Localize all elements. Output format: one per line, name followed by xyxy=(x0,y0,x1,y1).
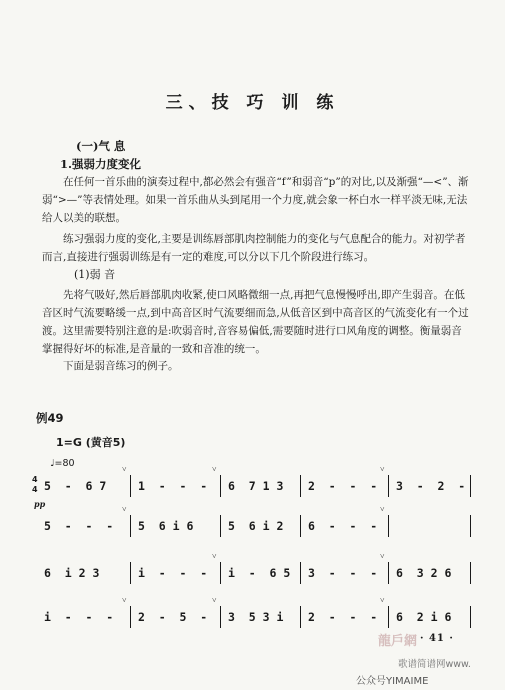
watermark-site: 公众号YIMAIME xyxy=(356,676,429,687)
measure: 5 6 i 6 xyxy=(138,519,194,533)
measure: 3 5 3 i xyxy=(228,610,284,624)
bar-line xyxy=(220,606,221,628)
measure: 6 - - - xyxy=(308,519,378,533)
breath-mark-icon: ˅ xyxy=(212,552,217,561)
breath-mark-icon: ˅ xyxy=(122,505,127,514)
sub-heading-weak-tone: (1)弱 音 xyxy=(74,268,116,281)
example-label: 例49 xyxy=(36,411,64,425)
measure: 3 - 2 - xyxy=(396,479,466,493)
bar-line xyxy=(300,475,301,497)
breath-mark-icon: ˅ xyxy=(212,596,217,605)
measure: 6 7 1 3 xyxy=(228,479,284,493)
time-signature: 4 4 xyxy=(32,475,38,494)
tempo-marking: ♩=80 xyxy=(50,458,75,469)
bar-line xyxy=(470,606,471,628)
notation-row-1 xyxy=(30,465,475,509)
watermark-logo: 龍戶網 xyxy=(378,634,418,649)
bar-line xyxy=(220,475,221,497)
breath-mark-icon: ˅ xyxy=(380,552,385,561)
bar-line xyxy=(130,475,131,497)
bar-line xyxy=(300,606,301,628)
bar-line xyxy=(130,606,131,628)
measure: 3 - - - xyxy=(308,566,378,580)
notation-row-2 xyxy=(30,505,475,541)
bar-line xyxy=(388,475,389,497)
bar-line xyxy=(220,562,221,584)
key-signature: 1=G (黄音5) xyxy=(56,436,126,449)
bar-line xyxy=(470,475,471,497)
bar-line xyxy=(300,562,301,584)
measure: 6 3 2 6 xyxy=(396,566,452,580)
measure: i - 6 5 xyxy=(228,566,291,580)
measure: 1 - - - xyxy=(138,479,208,493)
breath-mark-icon: ˅ xyxy=(122,465,127,474)
paragraph-3: 先将气吸好,然后唇部肌肉收紧,使口风略微细一点,再把气息慢慢呼出,即产生弱音。在低音区时气流要略缓一点,到中高音区时气流要细而急,从低音区到中高音区的气流变化有一个过渡。这里需要特别注意的是:吹弱音时,音容易偏低,需要随时进行口风角度的调整。衡量弱音掌握得好坏的标准,是音量的一致和音准的统一。 xyxy=(42,289,469,355)
breath-mark-icon: ˅ xyxy=(122,596,127,605)
measure: 2 - 5 - xyxy=(138,610,208,624)
bar-line xyxy=(130,515,131,537)
measure: 5 6 i 2 xyxy=(228,519,284,533)
chapter-title: 三、技 巧 训 练 xyxy=(165,93,340,113)
section-title: (一)气 息 xyxy=(76,139,126,153)
paragraph-4: 下面是弱音练习的例子。 xyxy=(63,360,179,372)
page-number: · 41 · xyxy=(420,633,454,644)
notation-row-4 xyxy=(30,596,475,632)
bar-line xyxy=(470,515,471,537)
measure: i - - - xyxy=(44,610,114,624)
measure: 6 2 i 6 xyxy=(396,610,452,624)
notation-row-3 xyxy=(30,552,475,588)
bar-line xyxy=(388,562,389,584)
bar-line xyxy=(220,515,221,537)
bar-line xyxy=(470,562,471,584)
breath-mark-icon: ˅ xyxy=(380,505,385,514)
measure: 6 i 2 3 xyxy=(44,566,100,580)
watermark-url: 歌谱简谱网www. xyxy=(398,659,471,670)
bar-line xyxy=(300,515,301,537)
paragraph-2: 练习强弱力度的变化,主要是训练唇部肌肉控制能力的变化与气息配合的能力。对初学者而言,直接进行强弱训练是有一定的难度,可以分以下几个阶段进行练习。 xyxy=(42,233,466,263)
measure: i - - - xyxy=(138,566,208,580)
measure: 5 - - - xyxy=(44,519,114,533)
breath-mark-icon: ˅ xyxy=(380,596,385,605)
measure: 2 - - - xyxy=(308,479,378,493)
dynamic-marking: pp xyxy=(34,499,46,509)
measure: 2 - - - xyxy=(308,610,378,624)
bar-line xyxy=(130,562,131,584)
paragraph-1: 在任何一首乐曲的演奏过程中,都必然会有强音“f”和弱音“p”的对比,以及渐强“—<”、渐弱“>—”等表情处理。如果一首乐曲从头到尾用一个力度,就会象一杯白水一样平淡无味,无法给人以美的联想。 xyxy=(42,176,469,224)
breath-mark-icon: ˅ xyxy=(380,465,385,474)
bar-line xyxy=(388,606,389,628)
breath-mark-icon: ˅ xyxy=(212,465,217,474)
measure: 5 - 6 7 xyxy=(44,479,107,493)
subsection-title: 1.强弱力度变化 xyxy=(60,157,142,171)
bar-line xyxy=(388,515,389,537)
